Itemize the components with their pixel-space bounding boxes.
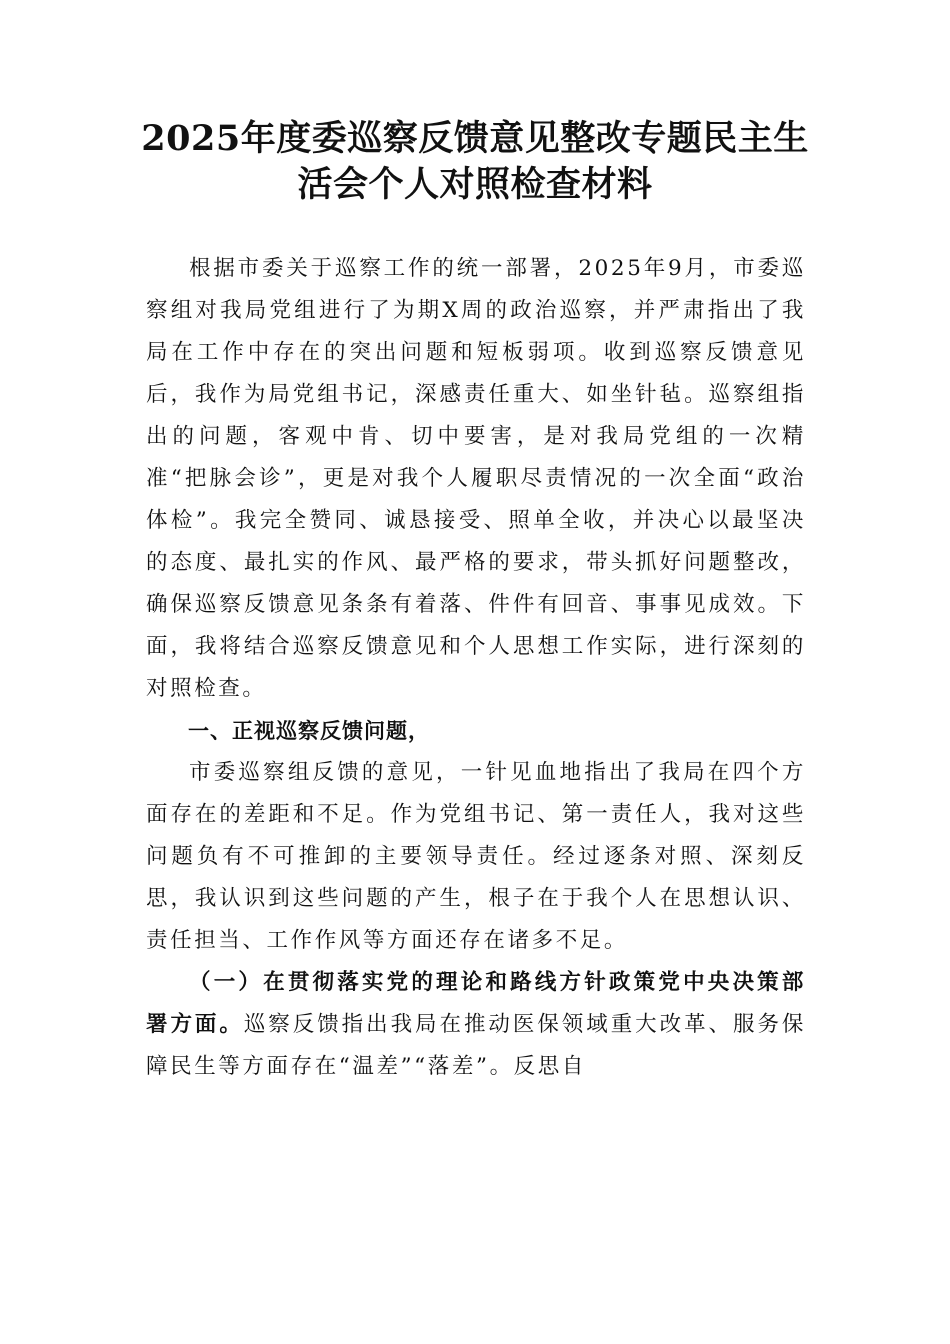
document-title-line-1: 2025年度委巡察反馈意见整改专题民主生 — [141, 118, 809, 159]
section-1-paragraph: 市委巡察组反馈的意见，一针见血地指出了我局在四个方面存在的差距和不足。作为党组书记、第一责任人，我对这些问题负有不可推卸的主要领导责任。经过逐条对照、深刻反思，我认识到这些问题的产生，根子在于我个人在思想认识、责任担当、工作作风等方面还存在诸多不足。 — [146, 760, 806, 953]
document-title-line-2: 活会个人对照检查材料 — [297, 164, 653, 205]
section-1-heading: 一、正视巡察反馈问题， — [188, 719, 430, 743]
intro-paragraph: 根据市委关于巡察工作的统一部署，2025年9月，市委巡察组对我局党组进行了为期X周的政治巡察，并严肃指出了我局在工作中存在的突出问题和短板弱项。收到巡察反馈意见后，我作为局党组书记，深感责任重大、如坐针毡。巡察组指出的问题，客观中肯、切中要害，是对我局党组的一次精准“把脉会诊”，更是对我个人履职尽责情况的一次全面“政治体检”。我完全赞同、诚恳接受、照单全收，并决心以最坚决的态度、最扎实的作风、最严格的要求，带头抓好问题整改，确保巡察反馈意见条条有着落、件件有回音、事事见成效。下面，我将结合巡察反馈意见和个人思想工作实际，进行深刻的对照检查。 — [146, 256, 806, 701]
subsection-1-heading: （一）在贯彻落实党的理论和路线方针政策党中央决策部署方面。 — [146, 970, 806, 1037]
subsection-1-body: 巡察反馈指出我局在推动医保领域重大改革、服务保障民生等方面存在“温差”“落差”。反思自 — [146, 1012, 806, 1079]
document-body — [146, 248, 806, 1088]
subsection-1-paragraph — [146, 962, 806, 1088]
